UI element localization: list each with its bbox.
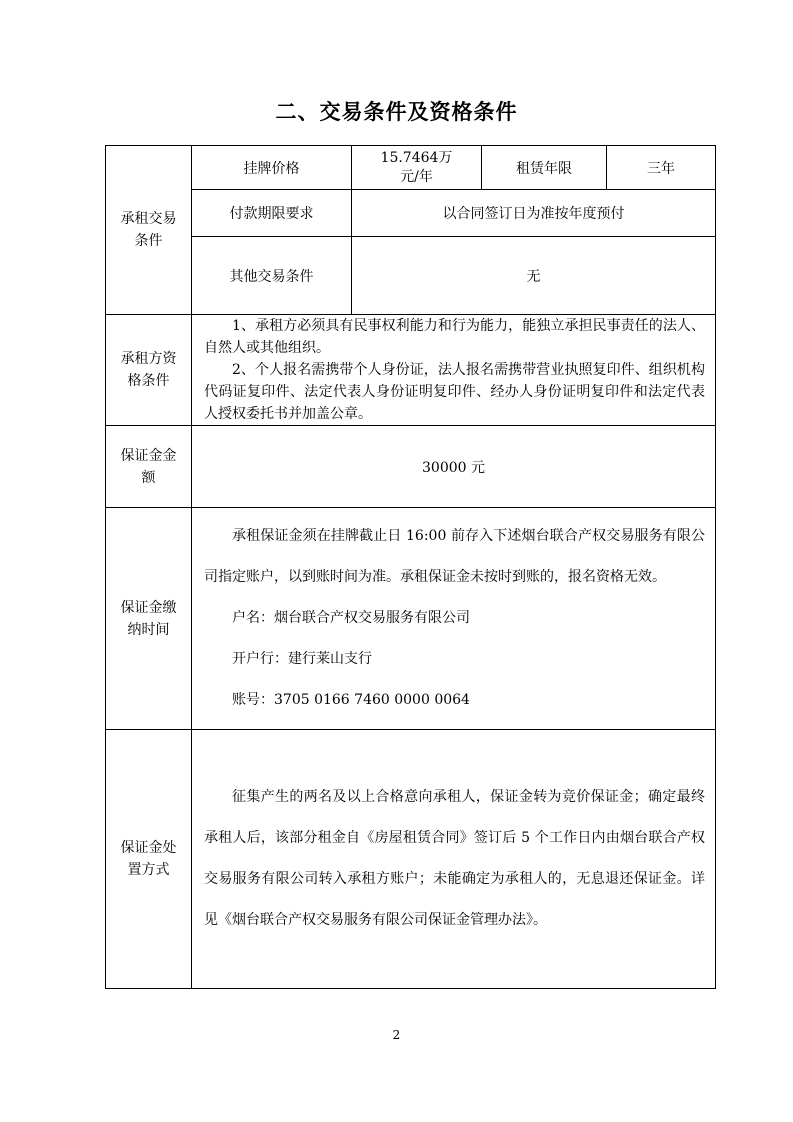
deposit-amount-label: 保证金金额 xyxy=(120,447,177,486)
deposit-amount-label-cell xyxy=(106,426,192,508)
payment-row xyxy=(106,190,716,237)
deposit-disposal-text: 征集产生的两名及以上合格意向承租人，保证金转为竞价保证金；确定最终承租人后，该部分租金自《房屋租赁合同》签订后 5 个工作日内由烟台联合产权交易服务有限公司转入承租方账户；未能确定为承租人的，无息退还保证金。详见《烟台联合产权交易服务有限公司保证金管理办法》。 xyxy=(204,789,705,928)
qualification-label-cell xyxy=(106,315,192,426)
price-row xyxy=(106,146,716,190)
conditions-table xyxy=(105,145,716,989)
payment-value: 以合同签订日为准按年度预付 xyxy=(352,190,716,237)
bank-name: 开户行：建行莱山支行 xyxy=(232,651,372,667)
deposit-disposal-label-cell xyxy=(106,730,192,989)
page-number: 2 xyxy=(392,1028,401,1042)
term-label: 租赁年限 xyxy=(482,146,607,190)
qualification-label: 承租方资格条件 xyxy=(120,351,177,389)
price-label: 挂牌价格 xyxy=(192,146,352,190)
deposit-payment-row xyxy=(106,508,716,730)
deposit-amount-value: 30000 元 xyxy=(192,426,716,508)
qualification-item-2: 2、个人报名需携带个人身份证，法人报名需携带营业执照复印件、组织机构代码证复印件、法定代表人身份证明复印件、经办人身份证明复印件和法定代表人授权委托书并加盖公章。 xyxy=(204,362,705,422)
rent-conditions-label: 承租交易条件 xyxy=(120,211,177,249)
rent-conditions-label-cell xyxy=(106,146,192,315)
other-value: 无 xyxy=(352,237,716,315)
other-row xyxy=(106,237,716,315)
deposit-payment-label-cell xyxy=(106,508,192,730)
page-title: 二、交易条件及资格条件 xyxy=(275,100,518,124)
deposit-payment-text: 承租保证金须在挂牌截止日 16:00 前存入下述烟台联合产权交易服务有限公司指定账户，以到账时间为准。承租保证金未按时到账的，报名资格无效。 xyxy=(204,528,705,585)
deposit-disposal-label: 保证金处置方式 xyxy=(120,840,177,878)
account-name: 户名：烟台联合产权交易服务有限公司 xyxy=(232,610,470,626)
qualification-item-1: 1、承租方必须具有民事权利能力和行为能力，能独立承担民事责任的法人、自然人或其他组织。 xyxy=(204,318,705,356)
deposit-payment-text-cell xyxy=(192,508,716,730)
payment-label: 付款期限要求 xyxy=(192,190,352,237)
qualification-text xyxy=(192,315,716,426)
deposit-disposal-text-cell xyxy=(192,730,716,989)
price-value: 15.7464万元/年 xyxy=(352,146,482,190)
other-label: 其他交易条件 xyxy=(192,237,352,315)
deposit-payment-label: 保证金缴纳时间 xyxy=(120,599,177,638)
account-number: 账号：3705 0166 7460 0000 0064 xyxy=(232,692,470,708)
qualification-row xyxy=(106,315,716,426)
term-value: 三年 xyxy=(607,146,716,190)
deposit-amount-row xyxy=(106,426,716,508)
deposit-disposal-row xyxy=(106,730,716,989)
